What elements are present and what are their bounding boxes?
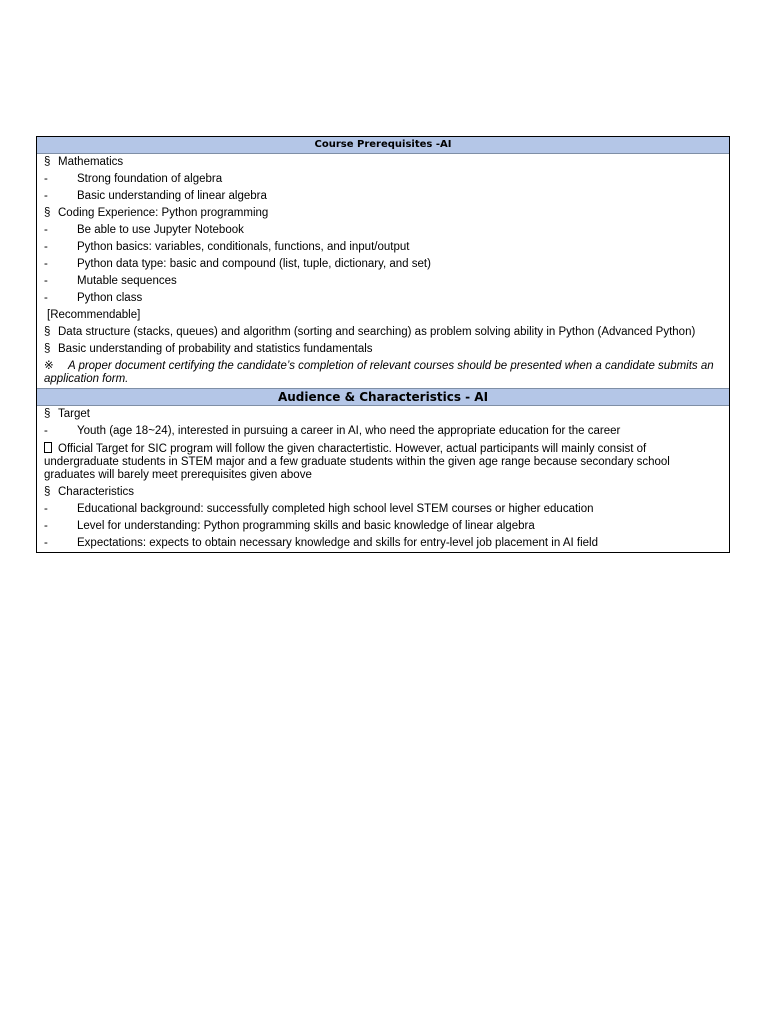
dash-bullet: - xyxy=(44,275,48,287)
course-info-table xyxy=(36,136,730,553)
list-item xyxy=(37,171,729,188)
list-item xyxy=(37,222,729,239)
list-item xyxy=(37,501,729,518)
item-text: Target xyxy=(58,408,90,420)
dash-bullet: - xyxy=(44,258,48,270)
item-text: Be able to use Jupyter Notebook xyxy=(77,224,244,236)
list-item xyxy=(37,188,729,205)
item-text: Mathematics xyxy=(58,156,124,168)
dash-bullet: - xyxy=(44,190,48,202)
list-item xyxy=(37,406,729,423)
recommendable-label: [Recommendable] xyxy=(47,309,141,321)
item-text: Basic understanding of linear algebra xyxy=(77,190,267,202)
dash-bullet: - xyxy=(44,520,48,532)
reference-mark-icon: ※ xyxy=(44,360,54,372)
list-item xyxy=(37,239,729,256)
list-item xyxy=(37,484,729,501)
item-text: Basic understanding of probability and statistics fundamentals xyxy=(58,343,373,355)
note-text: Official Target for SIC program will follow the given charactertistic. However, actual participants will mainly consist of undergraduate students in STEM major and a few graduate students within the given age range because secondary school graduates will barely meet prerequisites given above xyxy=(44,443,670,481)
item-text: Educational background: successfully completed high school level STEM courses or higher education xyxy=(77,503,594,515)
item-text: Expectations: expects to obtain necessary knowledge and skills for entry-level job placement in AI field xyxy=(77,537,598,549)
audience-section xyxy=(37,406,729,552)
list-item xyxy=(37,273,729,290)
list-item xyxy=(37,423,729,440)
section-bullet: § xyxy=(44,343,51,355)
list-item xyxy=(37,154,729,171)
official-target-note xyxy=(37,440,729,484)
list-item xyxy=(37,256,729,273)
dash-bullet: - xyxy=(44,503,48,515)
dash-bullet: - xyxy=(44,537,48,549)
item-text: Python data type: basic and compound (list, tuple, dictionary, and set) xyxy=(77,258,431,270)
audience-header: Audience & Characteristics - AI xyxy=(37,388,729,406)
item-text: Data structure (stacks, queues) and algorithm (sorting and searching) as problem solving ability in Python (Advanced Python) xyxy=(58,326,696,338)
section-bullet: § xyxy=(44,408,51,420)
item-text: Coding Experience: Python programming xyxy=(58,207,269,219)
list-item xyxy=(37,205,729,222)
list-item xyxy=(37,290,729,307)
dash-bullet: - xyxy=(44,173,48,185)
item-text: Strong foundation of algebra xyxy=(77,173,223,185)
item-text: Mutable sequences xyxy=(77,275,177,287)
section-bullet: § xyxy=(44,207,51,219)
item-text: Characteristics xyxy=(58,486,135,498)
prerequisites-header: Course Prerequisites -AI xyxy=(37,137,729,154)
prerequisites-section xyxy=(37,154,729,388)
list-item xyxy=(37,535,729,552)
list-item xyxy=(37,518,729,535)
list-item xyxy=(37,324,729,341)
note-text: A proper document certifying the candidate’s completion of relevant courses should be presented when a candidate submits an application form. xyxy=(44,360,714,385)
section-bullet: § xyxy=(44,486,51,498)
certification-note xyxy=(37,358,729,388)
list-item xyxy=(37,341,729,358)
section-bullet: § xyxy=(44,326,51,338)
item-text: Python basics: variables, conditionals, functions, and input/output xyxy=(77,241,410,253)
item-text: Youth (age 18~24), interested in pursuing a career in AI, who need the appropriate education for the career xyxy=(77,425,621,437)
dash-bullet: - xyxy=(44,224,48,236)
missing-glyph-icon xyxy=(44,442,58,456)
section-bullet: § xyxy=(44,156,51,168)
dash-bullet: - xyxy=(44,292,48,304)
dash-bullet: - xyxy=(44,241,48,253)
item-text: Python class xyxy=(77,292,143,304)
item-text: Level for understanding: Python programming skills and basic knowledge of linear algebra xyxy=(77,520,535,532)
dash-bullet: - xyxy=(44,425,48,437)
